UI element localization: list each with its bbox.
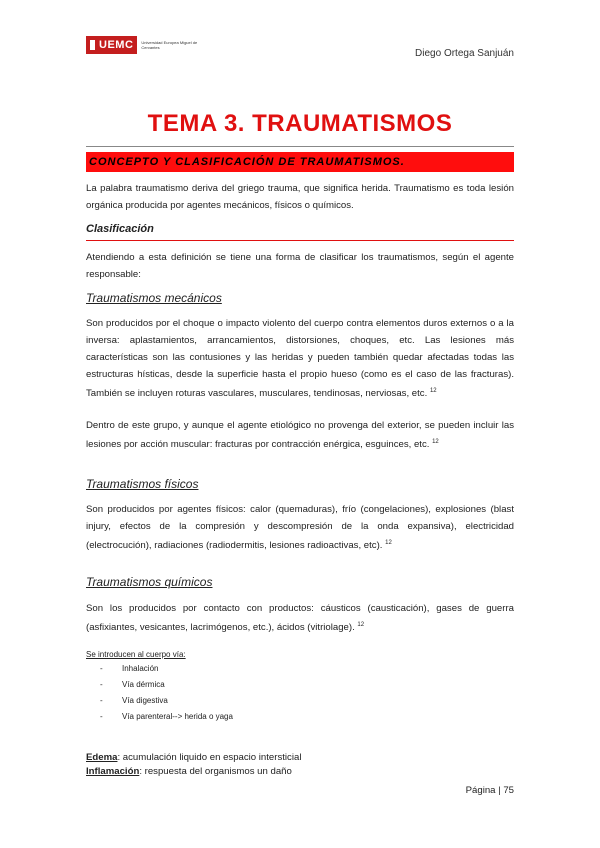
logo-mark-icon — [90, 40, 95, 50]
list-item: - Vía digestiva — [100, 696, 168, 705]
logo-text: UEMC — [99, 39, 134, 51]
mecanicos-heading: Traumatismos mecánicos — [86, 291, 222, 305]
author-name: Diego Ortega Sanjuán — [415, 48, 514, 59]
concept-heading: CONCEPTO Y CLASIFICACIÓN DE TRAUMATISMOS. — [86, 152, 514, 172]
inflamacion-term: Inflamación — [86, 766, 140, 777]
logo-badge — [86, 36, 137, 54]
edema-definition — [86, 752, 301, 763]
inflamacion-text: : respuesta del organismos un daño — [139, 766, 292, 777]
uemc-logo — [86, 36, 206, 54]
page-number: Página | 75 — [465, 785, 514, 796]
list-item: - Vía dérmica — [100, 680, 165, 689]
edema-term: Edema — [86, 752, 118, 763]
quimicos-p1-text: Son los producidos por contacto con productos: cáusticos (causticación), gases de guerra (asfixiantes, vesicantes, lacrimógenos, etc.), ácidos (vitriolage). — [86, 603, 514, 634]
mecanicos-paragraph-1 — [86, 315, 514, 402]
mecanicos-p2-ref: 12 — [432, 439, 439, 445]
fisicos-p1-ref: 12 — [385, 540, 392, 546]
mecanicos-p1-ref: 12 — [429, 388, 437, 394]
clasificacion-rule — [86, 240, 514, 241]
quimicos-p1-ref: 12 — [357, 622, 365, 628]
quimicos-paragraph — [86, 600, 514, 636]
vias-heading: Se introducen al cuerpo vía: — [86, 650, 186, 659]
fisicos-heading: Traumatismos físicos — [86, 477, 199, 491]
logo-subtext: Universidad Europea Miguel de Cervantes — [141, 40, 198, 50]
fisicos-paragraph — [86, 501, 514, 554]
page-title: TEMA 3. TRAUMATISMOS — [147, 110, 453, 137]
fisicos-p1-text: Son producidos por agentes físicos: calor (quemaduras), frío (congelaciones), explosiones (blast injury, efectos de la compresión y descompresión de la onda expansiva), electricidad (electrocución), radiaciones (radiodermitis, lesiones radioactivas, etc). — [86, 504, 514, 552]
intro-paragraph: La palabra traumatismo deriva del griego trauma, que significa herida. Traumatismo es toda lesión orgánica producida por agentes mecánicos, físicos o químicos. — [86, 183, 514, 211]
list-item: - Inhalación — [100, 664, 159, 673]
clasificacion-heading: Clasificación — [86, 223, 154, 235]
vias-list — [100, 661, 233, 725]
title-divider — [86, 146, 514, 147]
mecanicos-paragraph-2 — [86, 417, 514, 453]
inflamacion-definition — [86, 766, 292, 777]
edema-text: : acumulación liquido en espacio intersticial — [117, 752, 302, 763]
mecanicos-p2-text: Dentro de este grupo, y aunque el agente etiológico no provenga del exterior, se pueden incluir las lesiones por acción muscular: fracturas por contracción enérgica, esguinces, etc. — [86, 420, 514, 451]
quimicos-heading: Traumatismos químicos — [86, 575, 213, 589]
mecanicos-p1-text: Son producidos por el choque o impacto violento del cuerpo contra elementos duros externos o a la inversa: aplastamientos, arrancamientos, distorsiones, choques, etc. Las lesiones más características son las contusiones y las heridas y pueden también quedar afectadas todas las estructuras hísticas, desde la superficie hasta el propio hueso (como es el caso de las fracturas). También se incluyen roturas vasculares, musculares, tendinosas, nerviosas, etc. — [86, 318, 514, 400]
list-item: - Vía parenteral--> herida o yaga — [100, 712, 233, 721]
clasificacion-paragraph: Atendiendo a esta definición se tiene una forma de clasificar los traumatismos, según el agente responsable: — [86, 252, 514, 280]
